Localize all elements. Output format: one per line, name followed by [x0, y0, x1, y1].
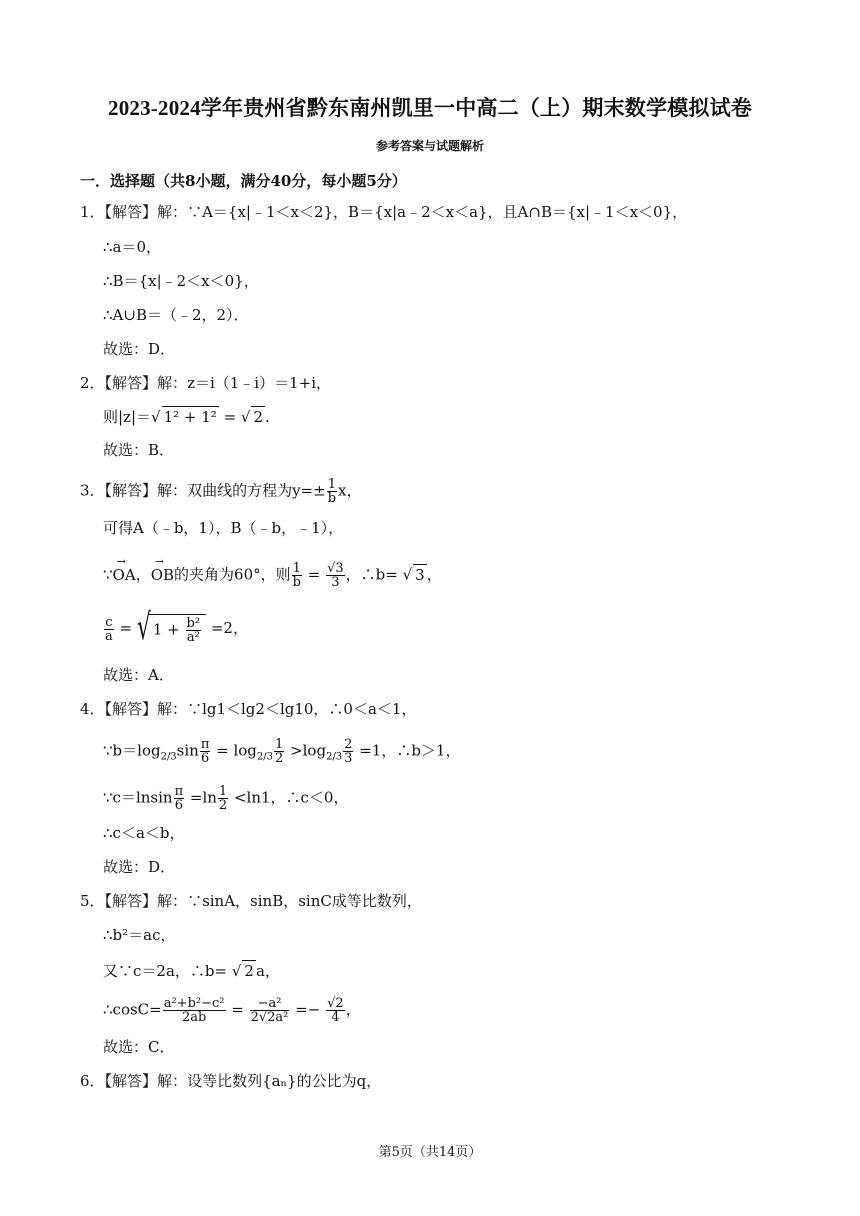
q1-line-4: ∴A∪B＝（﹣2，2）．	[103, 306, 249, 324]
q3-line-3: ∵→ OA，→ OB的夹角为60°，则 $\frac{1}{b}$ = $\frac{√3}{3}$ ，∴b= √ 3 ，	[103, 562, 442, 589]
q3-line-2: 可得A（﹣b，1），B（﹣b，﹣1），	[103, 519, 344, 537]
page-footer: 第5页（共14页）	[378, 1145, 482, 1160]
q2-line-2: 则|z|＝√ 1² + 1² = √ 2 .	[103, 408, 270, 426]
page-subtitle: 参考答案与试题解析	[375, 139, 484, 153]
section-heading: 一．选择题（共8小题，满分40分，每小题5分）	[80, 172, 407, 190]
q3-line-4: $\frac{c}{a}$ = √ 1 + $\frac{\text{b²}}{\text{a²}}$ =2，	[105, 607, 248, 648]
q4-line-2: $\because b=\log_{2/3}\sin$ $\frac{\pi}{6}$ = $\log_{2/3}$ $\frac{1}{2}$ $>\log_{2/3}$ $\frac{2}{3}$ =1，∴b＞1，	[103, 737, 461, 766]
q5-line-4: ∴cosC= $\frac{\text{a²+b²−c²}}{2ab}$ = $\frac{\text{−a²}}{\text{2√2a²}}$ =− $\frac{√2}{4}$ ，	[103, 996, 361, 1025]
q1-line-3: ∴B＝{x|﹣2＜x＜0}，	[103, 272, 259, 290]
q5-answer: 故选：C．	[103, 1038, 175, 1056]
q3-line-1: 3．【解答】解：双曲线的方程为y=± $\frac{1}{b}$ x，	[80, 477, 362, 506]
q4-answer: 故选：D．	[103, 858, 176, 876]
q1-line-1: 1．【解答】解：∵A＝{x|﹣1＜x＜2}，B＝{x|a﹣2＜x＜a}，且A∩B＝{x|﹣1＜x＜0}，	[80, 203, 688, 221]
q5-line-3: 又∵c＝2a，∴b= √ 2 a，	[103, 962, 280, 980]
q5-line-2: ∴b²＝ac，	[103, 926, 176, 944]
page-title: 2023-2024学年贵州省黔东南州凯里一中高二（上）期末数学模拟试卷	[108, 96, 752, 120]
q2-answer: 故选：B．	[103, 441, 175, 459]
q4-line-4: ∴c＜a＜b，	[103, 824, 185, 842]
q1-line-2: ∴a＝0，	[103, 238, 162, 256]
q4-line-3: ∵c＝lnsin $\frac{\pi}{6}$ =ln $\frac{1}{2}$ <ln1，∴c＜0，	[103, 784, 349, 813]
q5-line-1: 5．【解答】解：∵sinA，sinB，sinC成等比数列，	[80, 892, 422, 910]
q1-answer: 故选：D．	[103, 340, 176, 358]
q2-line-1: 2．【解答】解：z＝i（1﹣i）＝1+i，	[80, 374, 332, 392]
q4-line-1: 4．【解答】解：∵lg1＜lg2＜lg10，∴0＜a＜1，	[80, 700, 417, 718]
q3-answer: 故选：A．	[103, 666, 174, 684]
q6-line-1: 6．【解答】解：设等比数列{aₙ}的公比为q，	[80, 1072, 382, 1090]
